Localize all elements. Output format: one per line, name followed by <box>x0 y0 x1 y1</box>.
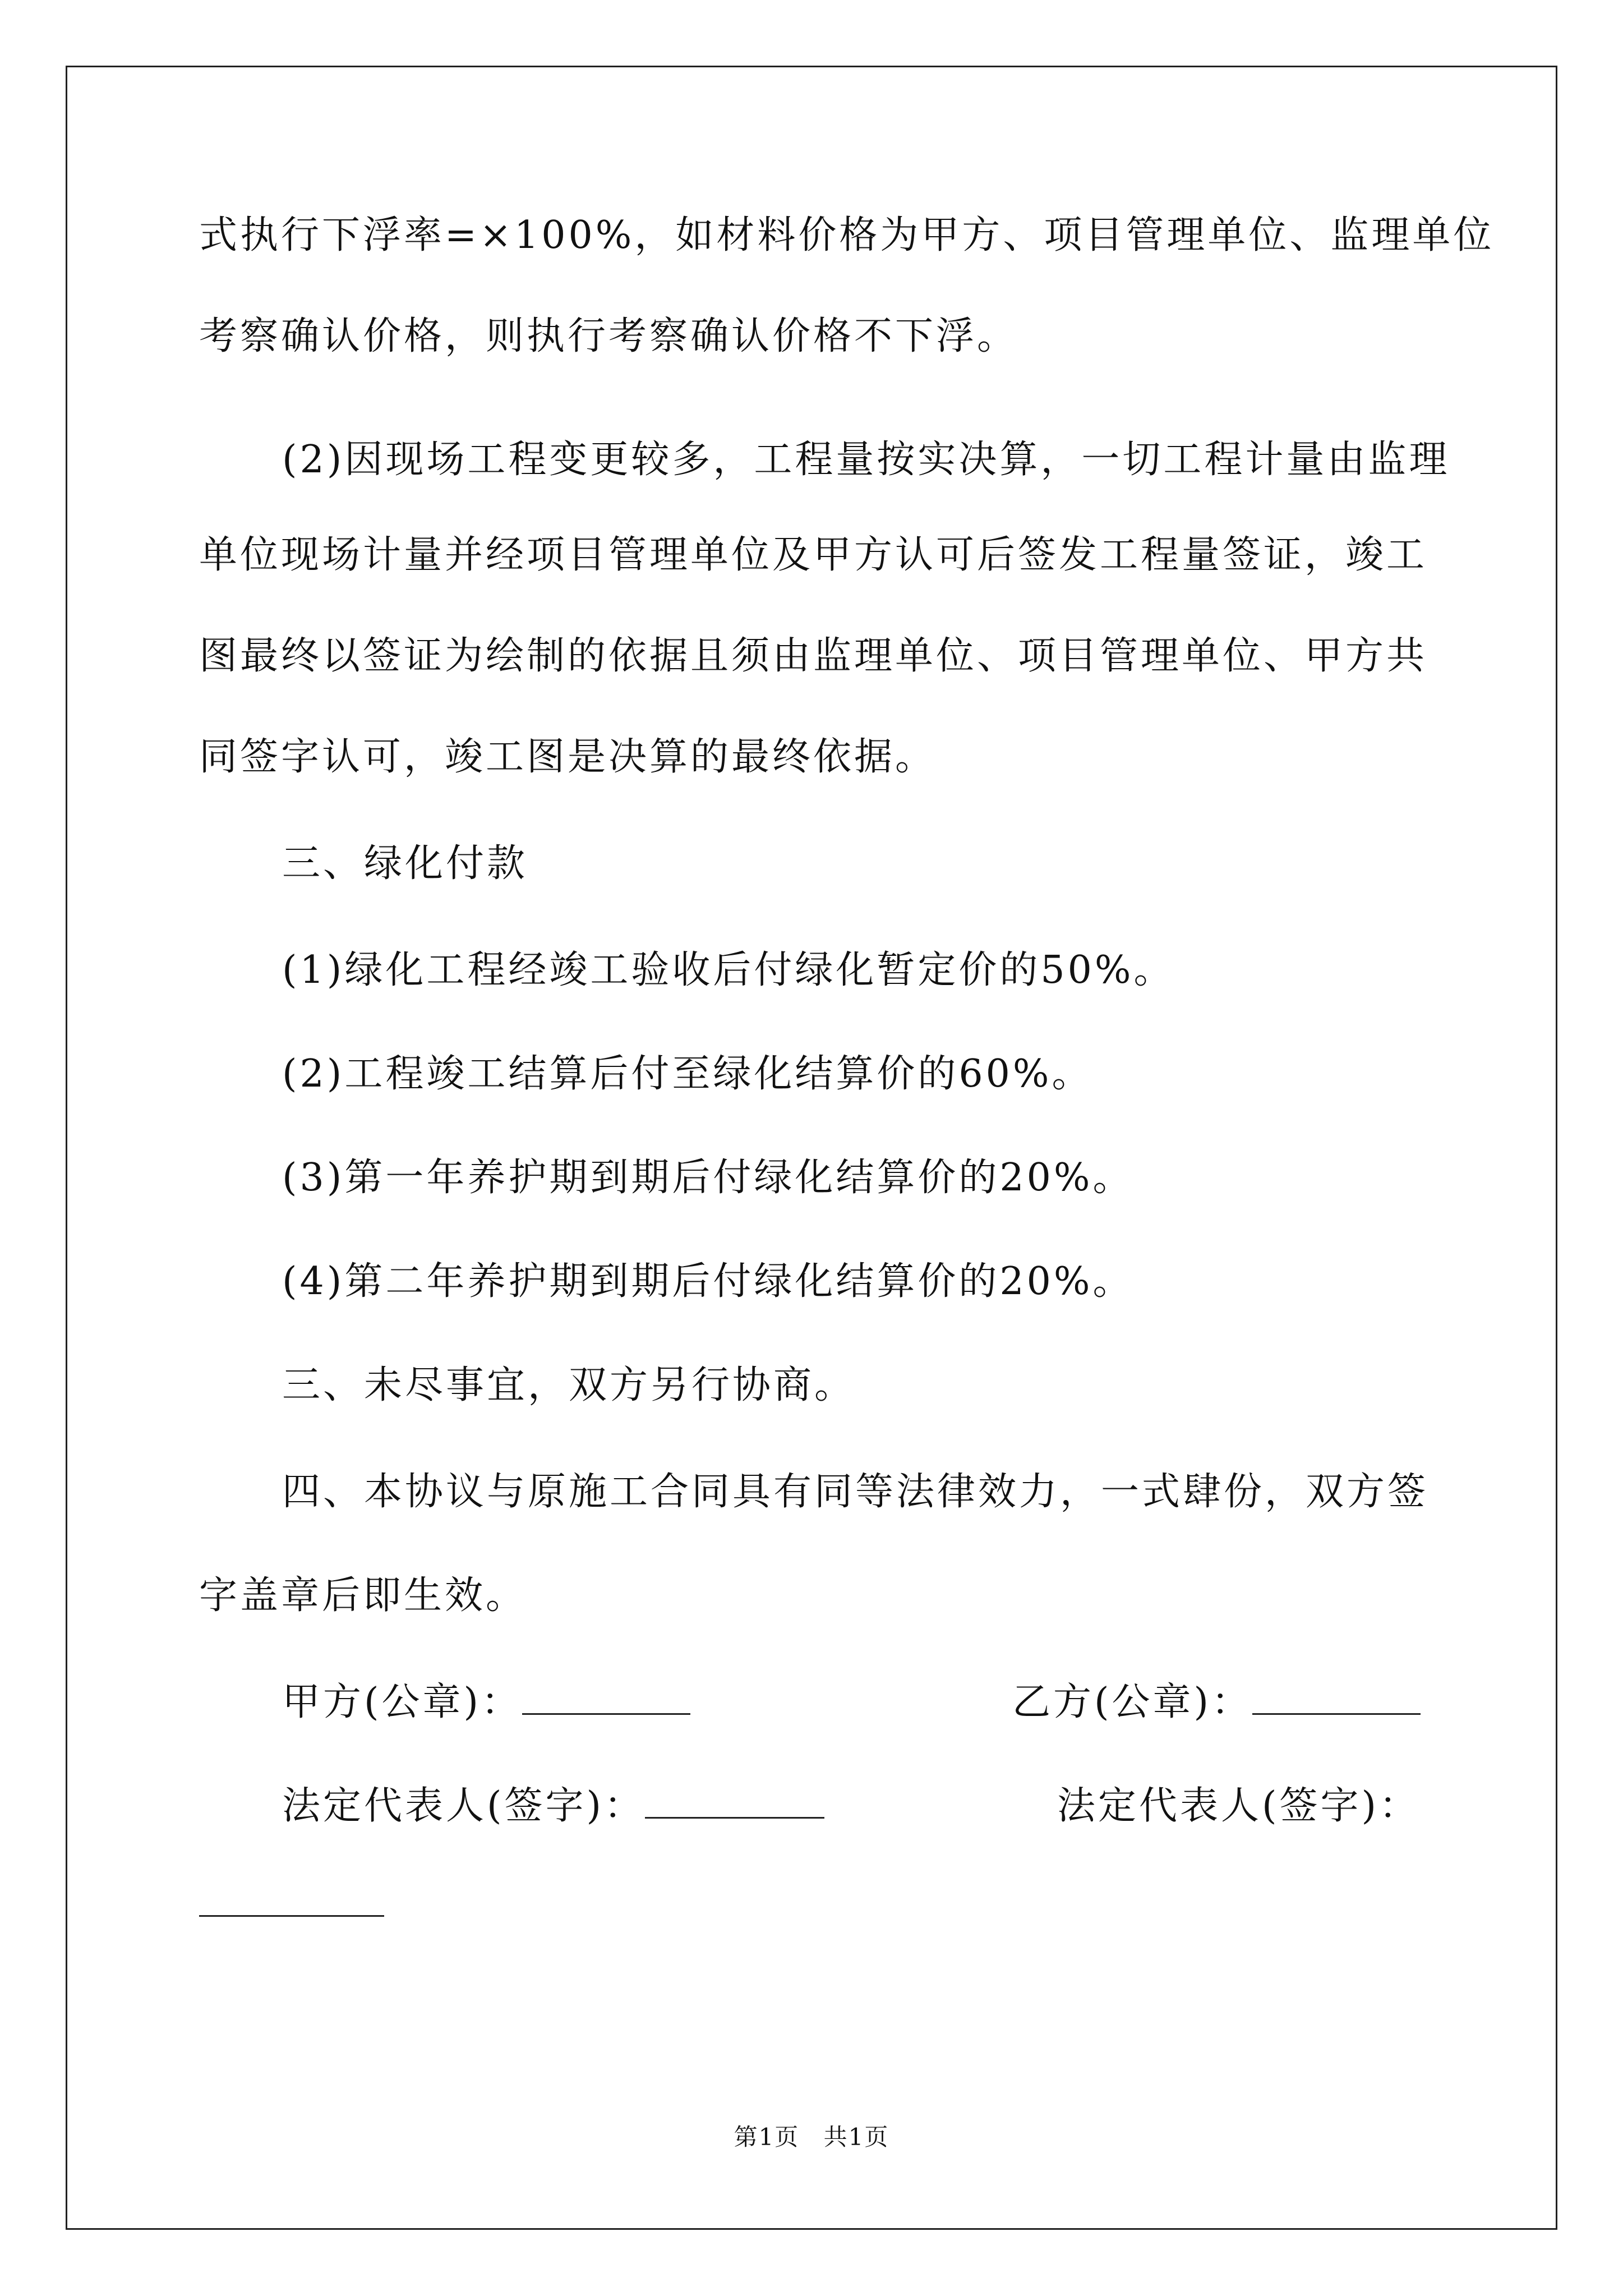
paragraph-line-2: 考察确认价格，则执行考察确认价格不下浮。 <box>199 314 1018 358</box>
payment-item-3: (3)第一年养护期到期后付绿化结算价的20%。 <box>282 1156 1134 1200</box>
legal-rep-a-label: 法定代表人(签字)： <box>282 1784 645 1828</box>
party-a-seal-label: 甲方(公章)： <box>282 1680 523 1724</box>
paragraph-line-5: 图最终以签证为绘制的依据且须由监理单位、项目管理单位、甲方共 <box>199 634 1428 678</box>
party-a-seal-blank <box>522 1682 690 1715</box>
paragraph-line-3: (2)因现场工程变更较多，工程量按实决算，一切工程计量由监理 <box>282 438 1450 482</box>
legal-rep-b-blank <box>199 1884 384 1917</box>
section-heading-greening-payment: 三、绿化付款 <box>282 841 528 886</box>
paragraph-line-1: 式执行下浮率=×100%，如材料价格为甲方、项目管理单位、监理单位 <box>199 213 1495 257</box>
page-number-total: 共1页 <box>823 2123 889 2151</box>
legal-rep-b-label: 法定代表人(签字)： <box>1057 1784 1421 1828</box>
legal-rep-b-blank-line <box>199 1882 384 1927</box>
party-a-seal-field <box>282 1680 690 1725</box>
payment-item-2: (2)工程竣工结算后付至绿化结算价的60%。 <box>282 1052 1093 1096</box>
party-b-seal-label: 乙方(公章)： <box>1012 1680 1253 1724</box>
section-heading-other-matters: 三、未尽事宜，双方另行协商。 <box>282 1363 856 1407</box>
legal-rep-a-blank <box>645 1786 824 1819</box>
party-b-seal-blank <box>1252 1682 1421 1715</box>
page-number-current: 第1页 <box>734 2123 800 2151</box>
payment-item-1: (1)绿化工程经竣工验收后付绿化暂定价的50%。 <box>282 948 1175 992</box>
paragraph-line-effect-cont: 字盖章后即生效。 <box>199 1573 527 1618</box>
legal-rep-b-field <box>1057 1784 1420 1829</box>
paragraph-line-4: 单位现场计量并经项目管理单位及甲方认可后签发工程量签证，竣工 <box>199 533 1428 577</box>
payment-item-4: (4)第二年养护期到期后付绿化结算价的20%。 <box>282 1259 1134 1304</box>
page-footer <box>0 2120 1623 2154</box>
paragraph-line-6: 同签字认可，竣工图是决算的最终依据。 <box>199 735 937 779</box>
party-b-seal-field <box>1012 1680 1421 1725</box>
paragraph-line-effect: 四、本协议与原施工合同具有同等法律效力，一式肆份，双方签 <box>282 1470 1429 1514</box>
legal-rep-a-field <box>282 1784 824 1829</box>
